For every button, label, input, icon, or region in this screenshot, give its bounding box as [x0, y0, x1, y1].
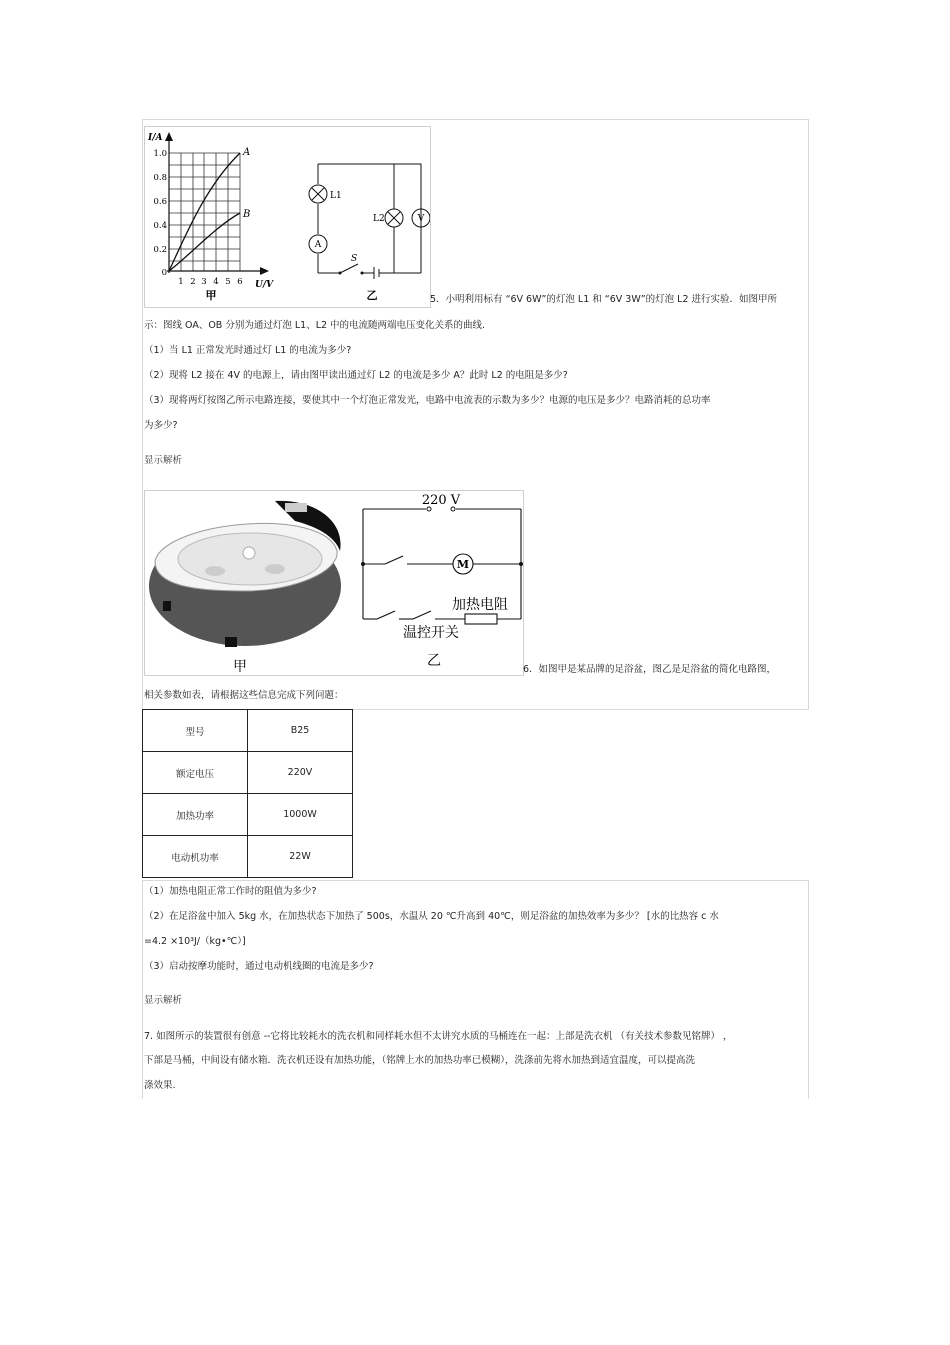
y-tick: 0.6 — [153, 197, 167, 207]
graph-caption: 甲 — [205, 289, 217, 302]
curve-a-label: A — [243, 147, 251, 158]
q5-intro-line2: 示：图线 OA、OB 分别为通过灯泡 L1、L2 中的电流随两端电压变化关系的曲线. — [144, 320, 486, 331]
q5-question-3-line1: （3）现将两灯按图乙所示电路连接，要使其中一个灯泡正常发光，电路中电流表的示数为多少？电源的电压是多少？电路消耗的总功率 — [144, 395, 711, 406]
q5-intro-line1: 5．小明利用标有 “6V 6W”的灯泡 L1 和 “6V 3W”的灯泡 L2 进行实验．如图甲所 — [430, 294, 778, 305]
x-tick: 2 — [190, 277, 196, 287]
q7-line3: 涤效果. — [144, 1080, 176, 1091]
table-row — [143, 710, 353, 752]
y-tick: 0.8 — [153, 173, 167, 183]
table-cell: 额定电压 — [143, 752, 248, 794]
q7-line1: 7. 如图所示的装置很有创意 --它将比较耗水的洗衣机和同样耗水但不太讲究水质的马桶连在一起：上部是洗衣机 （有关技术参数见铭牌） ， — [144, 1031, 733, 1042]
l2-label: L2 — [373, 214, 385, 224]
q5-question-2: （2）现将 L2 接在 4V 的电源上，请由图甲读出通过灯 L2 的电流是多少 A？此时 L2 的电阻是多少? — [144, 370, 568, 381]
motor-label: M — [456, 558, 470, 571]
table-row — [143, 752, 353, 794]
l1-label: L1 — [330, 191, 342, 201]
table-row — [143, 836, 353, 878]
table-cell: 22W — [248, 836, 353, 878]
circuit-caption: 乙 — [366, 289, 378, 302]
table-row — [143, 794, 353, 836]
q6-question-2-line1: （2）在足浴盆中加入 5kg 水，在加热状态下加热了 500s，水温从 20 ℃升高到 40℃，则足浴盆的加热效率为多少？ [水的比热容 c 水 — [144, 911, 719, 922]
curve-b-label: B — [243, 209, 251, 220]
voltmeter-label: V — [417, 214, 425, 224]
table-cell: 加热功率 — [143, 794, 248, 836]
x-tick: 3 — [201, 277, 207, 287]
q6-figure — [144, 490, 524, 676]
table-cell: 220V — [248, 752, 353, 794]
table-cell: B25 — [248, 710, 353, 752]
q6-question-2-line2: =4.2 ×10³J/（kg•℃）] — [144, 936, 246, 947]
x-tick: 6 — [237, 277, 243, 287]
spec-table — [142, 709, 353, 878]
photo-caption: 甲 — [233, 659, 247, 675]
y-tick: 0.2 — [153, 245, 167, 255]
table-cell: 型号 — [143, 710, 248, 752]
y-tick: 0.4 — [153, 221, 167, 231]
y-tick: 0 — [161, 268, 167, 278]
x-tick: 1 — [178, 277, 184, 287]
q6-question-1: （1）加热电阻正常工作时的阻值为多少? — [144, 886, 317, 897]
q6-question-3: （3）启动按摩功能时，通过电动机线圈的电流是多少? — [144, 961, 374, 972]
q5-figure-svg — [145, 127, 430, 307]
q5-show-solution-link[interactable]: 显示解析 — [144, 455, 183, 466]
switch-label: S — [351, 254, 358, 264]
circuit-caption-2: 乙 — [427, 653, 441, 669]
q6-figure-svg — [145, 491, 523, 675]
supply-voltage-label: 220 V — [421, 493, 461, 508]
q6-show-solution-link[interactable]: 显示解析 — [144, 995, 183, 1006]
x-tick: 4 — [213, 277, 219, 287]
table-cell: 1000W — [248, 794, 353, 836]
q5-question-1: （1）当 L1 正常发光时通过灯 L1 的电流为多少? — [144, 345, 352, 356]
y-tick: 1.0 — [153, 149, 167, 159]
q6-intro-line2: 相关参数如表，请根据这些信息完成下列问题： — [144, 690, 344, 701]
q7-line2: 下部是马桶，中间设有储水箱．洗衣机还设有加热功能，（铭牌上水的加热功率已模糊），洗涤前先将水加热到适宜温度，可以提高洗 — [144, 1055, 696, 1066]
foot-bath-photo — [149, 501, 341, 647]
heater-label: 加热电阻 — [452, 597, 508, 613]
x-tick: 5 — [225, 277, 231, 287]
x-axis-label: U/V — [255, 280, 274, 290]
q6-intro-line1: 6．如图甲是某品牌的足浴盆，图乙是足浴盆的简化电路图， — [523, 664, 777, 675]
y-axis-label: I/A — [148, 133, 163, 143]
q5-figure — [144, 126, 431, 308]
q5-question-3-line2: 为多少? — [144, 420, 178, 431]
ammeter-label: A — [314, 240, 322, 250]
table-cell: 电动机功率 — [143, 836, 248, 878]
thermo-switch-label: 温控开关 — [403, 625, 459, 641]
